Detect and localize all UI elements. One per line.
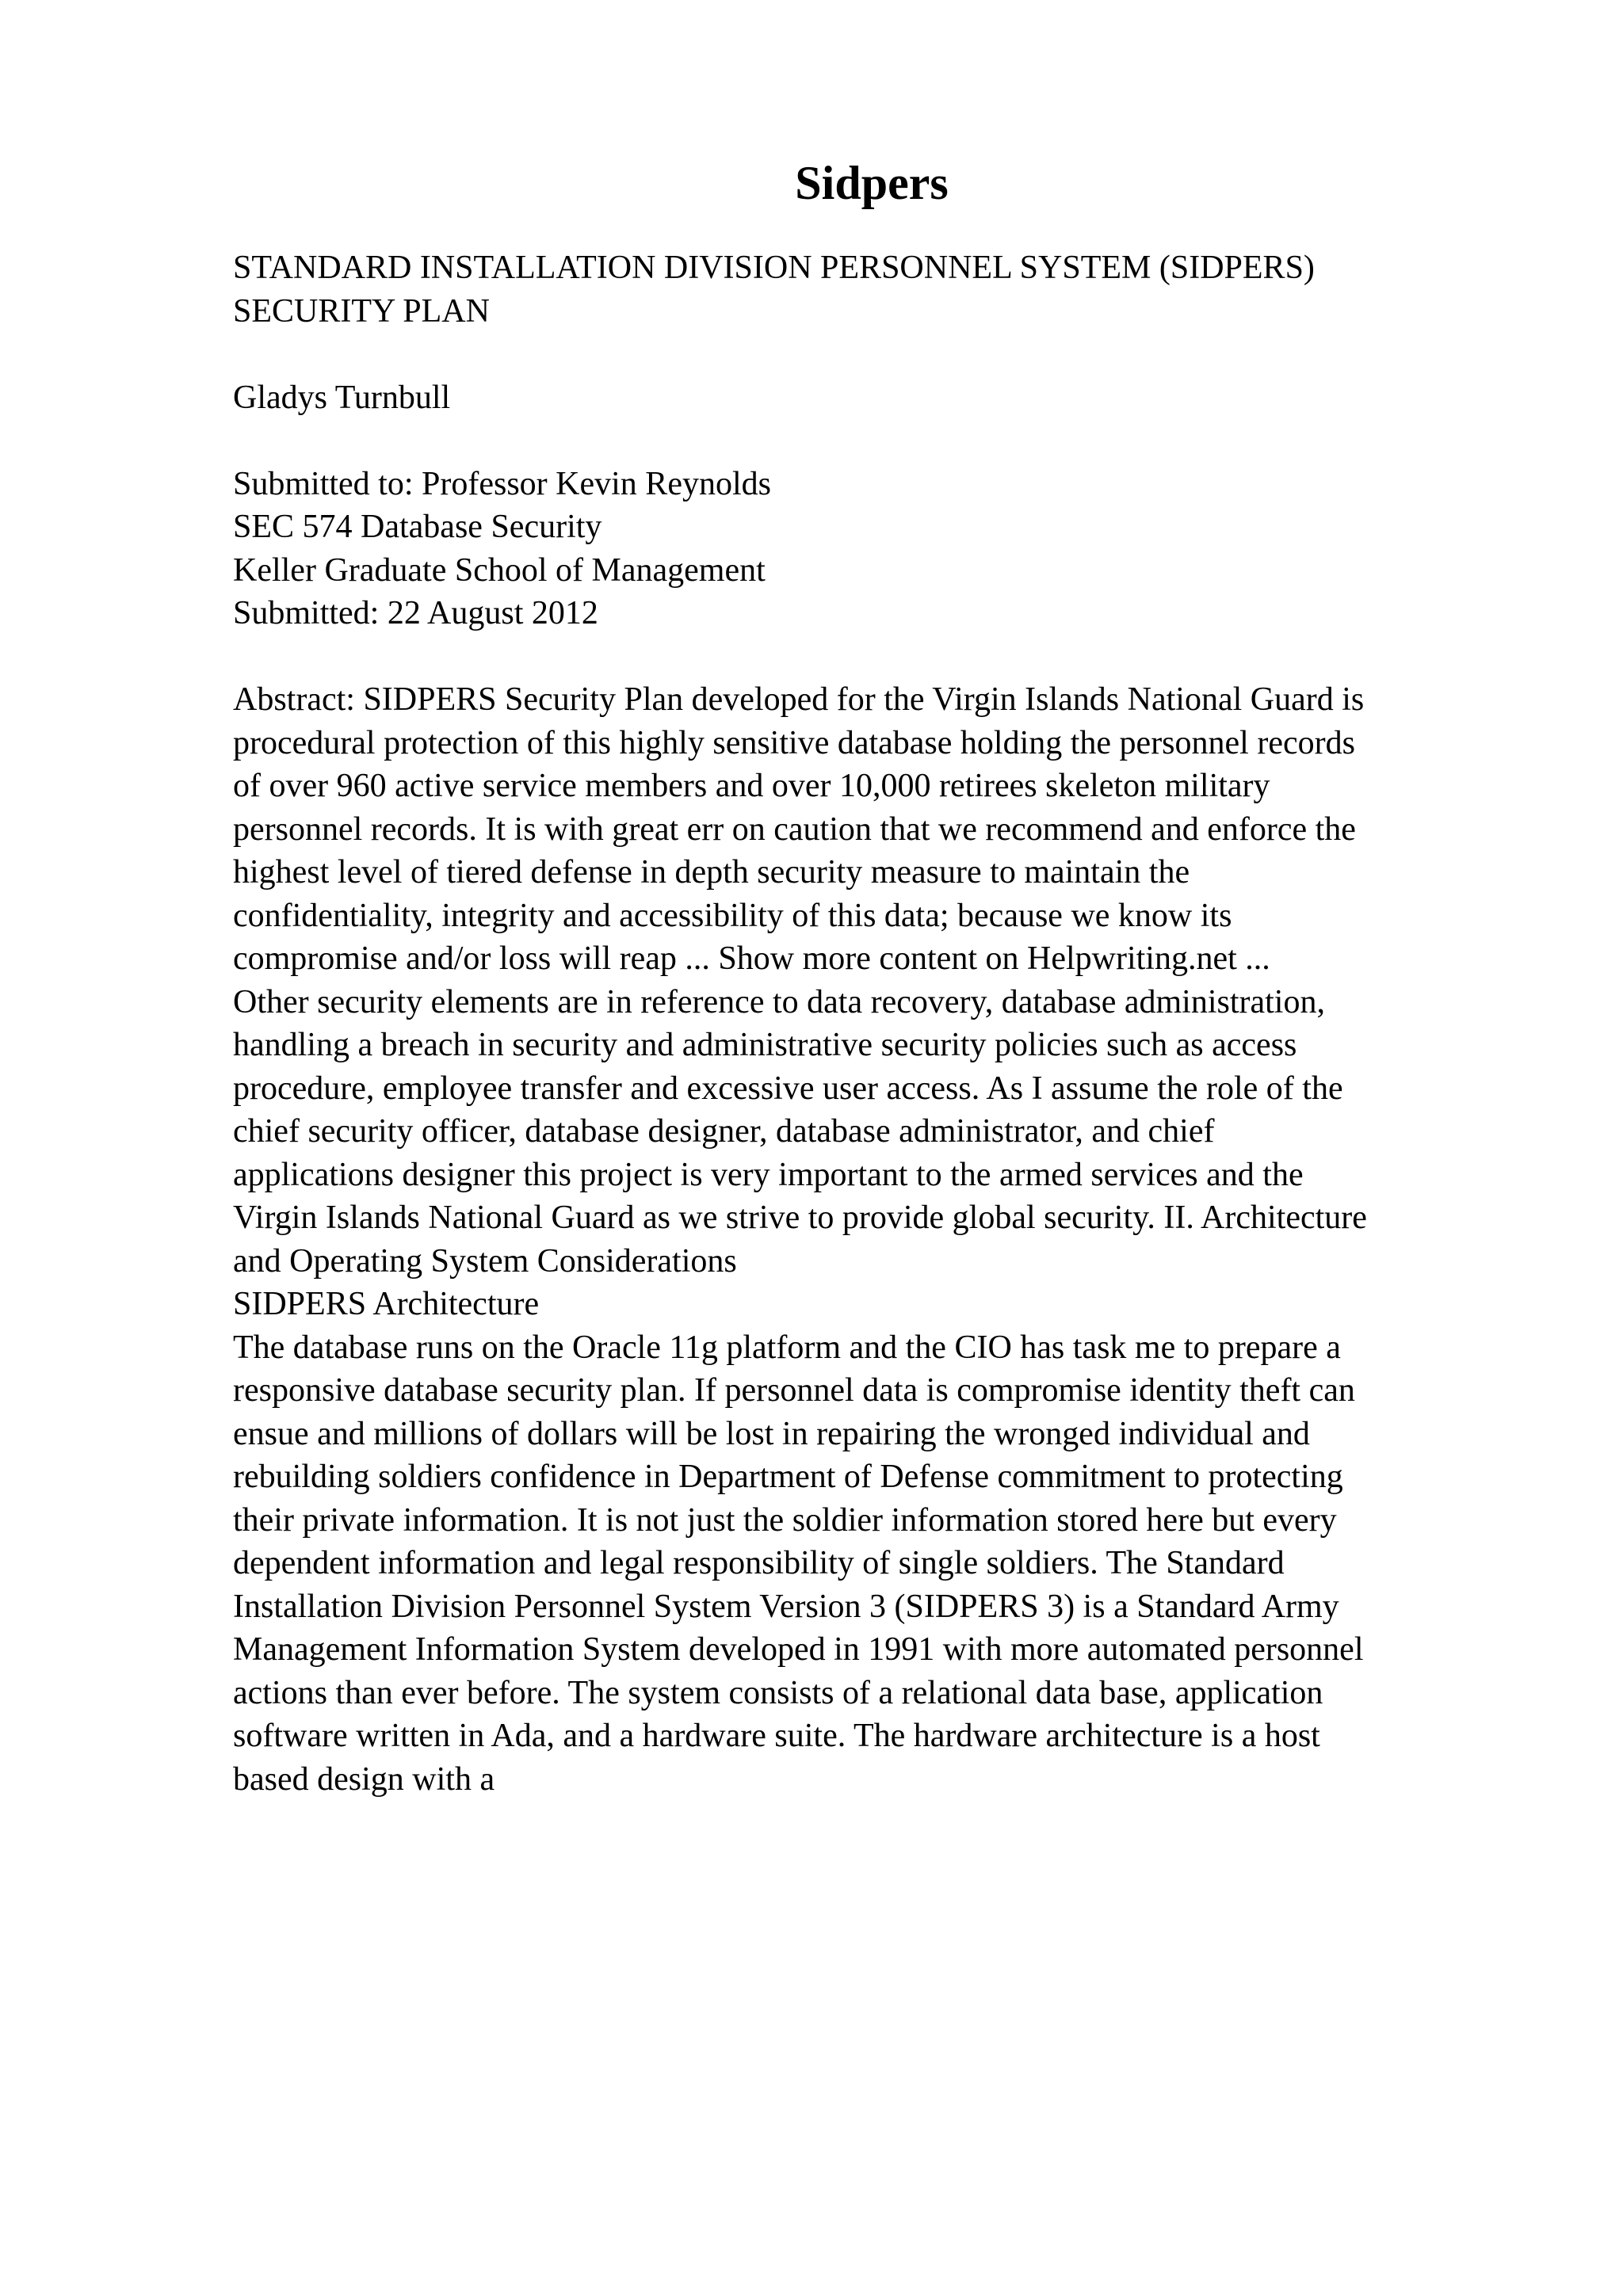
course-name: SEC 574 Database Security bbox=[233, 509, 602, 545]
body-line: applications designer this project is very important to the armed services and the bbox=[233, 1156, 1304, 1193]
body-line: responsive database security plan. If personnel data is compromise identity theft can bbox=[233, 1372, 1355, 1409]
body-line: Abstract: SIDPERS Security Plan developed for the Virgin Islands National Guard is bbox=[233, 681, 1365, 718]
body-line: and Operating System Considerations bbox=[233, 1242, 737, 1280]
body-line: personnel records. It is with great err on caution that we recommend and enforce the bbox=[233, 810, 1356, 848]
body-line: Virgin Islands National Guard as we strive to provide global security. II. Architecture bbox=[233, 1199, 1367, 1236]
body-line: compromise and/or loss will reap ... Show more content on Helpwriting.net ... bbox=[233, 940, 1270, 977]
body-line: rebuilding soldiers confidence in Department of Defense commitment to protecting bbox=[233, 1459, 1343, 1495]
document-body bbox=[233, 246, 1533, 1801]
subtitle-line: STANDARD INSTALLATION DIVISION PERSONNEL SYSTEM (SIDPERS) bbox=[233, 250, 1315, 286]
submitted-date: Submitted: 22 August 2012 bbox=[233, 595, 598, 631]
subtitle-line: SECURITY PLAN bbox=[233, 292, 490, 330]
body-line: software written in Ada, and a hardware suite. The hardware architecture is a host bbox=[233, 1718, 1320, 1754]
body-line: highest level of tiered defense in depth security measure to maintain the bbox=[233, 854, 1190, 891]
body-line: of over 960 active service members and over 10,000 retirees skeleton military bbox=[233, 768, 1270, 804]
spacer bbox=[233, 333, 1533, 376]
section-heading: SIDPERS Architecture bbox=[233, 1286, 540, 1322]
body-line: dependent information and legal responsibility of single soldiers. The Standard bbox=[233, 1545, 1285, 1581]
spacer bbox=[233, 419, 1533, 463]
body-line: The database runs on the Oracle 11g platform and the CIO has task me to prepare a bbox=[233, 1329, 1341, 1366]
spacer bbox=[233, 635, 1533, 679]
body-line: their private information. It is not just the soldier information stored here but every bbox=[233, 1501, 1337, 1539]
author-name: Gladys Turnbull bbox=[233, 379, 451, 416]
school-name: Keller Graduate School of Management bbox=[233, 551, 766, 589]
body-line: procedure, employee transfer and excessive user access. As I assume the role of the bbox=[233, 1070, 1343, 1107]
body-line: based design with a bbox=[233, 1760, 495, 1798]
submitted-to: Submitted to: Professor Kevin Reynolds bbox=[233, 465, 771, 502]
body-line: Other security elements are in reference to data recovery, database administration, bbox=[233, 983, 1325, 1020]
body-line: ensue and millions of dollars will be lost in repairing the wronged individual and bbox=[233, 1415, 1310, 1452]
page-title: Sidpers bbox=[795, 157, 949, 209]
body-line: actions than ever before. The system consists of a relational data base, application bbox=[233, 1674, 1323, 1711]
body-line: Installation Division Personnel System Version 3 (SIDPERS 3) is a Standard Army bbox=[233, 1588, 1339, 1625]
body-line: chief security officer, database designer, database administrator, and chief bbox=[233, 1113, 1215, 1150]
body-line: confidentiality, integrity and accessibility of this data; because we know its bbox=[233, 897, 1232, 934]
body-line: handling a breach in security and administrative security policies such as access bbox=[233, 1027, 1297, 1063]
body-line: procedural protection of this highly sensitive database holding the personnel records bbox=[233, 724, 1355, 761]
body-line: Management Information System developed in 1991 with more automated personnel bbox=[233, 1631, 1364, 1668]
